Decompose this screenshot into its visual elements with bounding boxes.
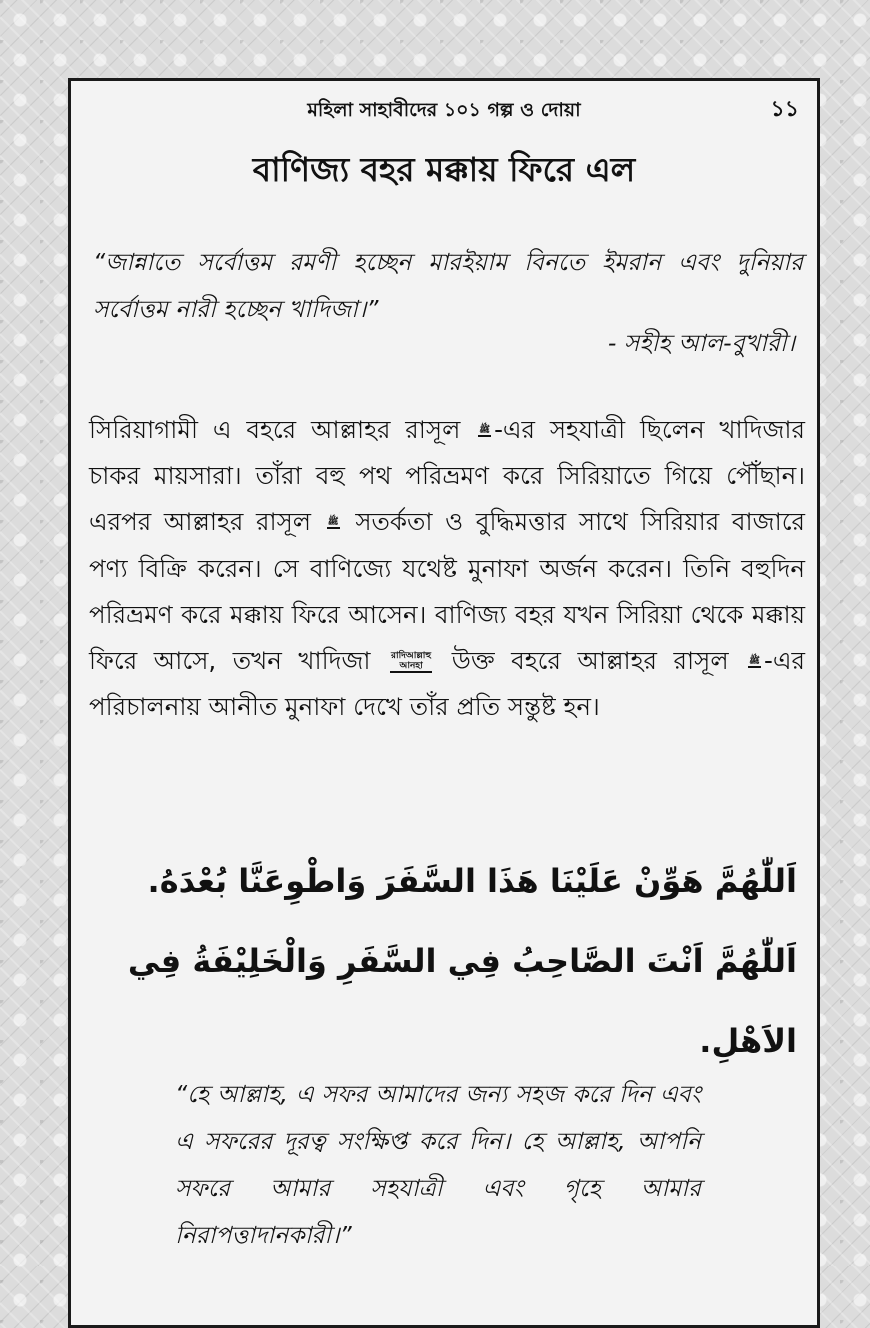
running-title: মহিলা সাহাবীদের ১০১ গল্প ও দোয়া [307,99,581,121]
epigraph-attribution: - সহীহ আল-বুখারী। [607,329,795,357]
body-segment: -এর সহযাত্রী ছিলেন খাদিজার চাকর মায়সারা। তাঁরা বহু পথ পরিভ্রমণ করে সিরিয়াতে গিয়ে পৌঁছান। এরপর আল্লাহর রাসূল [89,415,805,537]
salawat-honorific: ﷺ [749,656,761,667]
salawat-honorific: ﷺ [479,425,491,435]
page-number: ১১ [770,97,799,122]
running-header [71,95,817,125]
body-paragraph [89,407,805,730]
body-segment: -এর পরিচালনায় আনীত মুনাফা দেখে তাঁর প্রতি সন্তুষ্ট হন। [89,646,805,722]
dua-translation: “হে আল্লাহ, এ সফর আমাদের জন্য সহজ করে দিন এবং এ সফরের দূরত্ব সংক্ষিপ্ত করে দিন। হে আল্লাহ, আপনি সফরে আমার সহযাত্রী এবং গৃহে আমার নিরাপত্তাদানকারী।” [175,1080,701,1249]
body-segment: সিরিয়াগামী এ বহরে আল্লাহর রাসূল [89,415,461,444]
book-page [68,78,820,1328]
honorific-top-text: রাদিআল্লাহু [391,651,432,662]
honorific-bottom-text: আনহা [399,661,423,672]
chapter-title: বাণিজ্য বহর মক্কায় ফিরে এল [252,150,636,189]
epigraph-quote: “জান্নাতে সর্বোত্তম রমণী হচ্ছেন মারইয়াম বিনতে ইমরান এবং দুনিয়ার সর্বোত্তম নারী হচ্ছেন খাদিজা।” [93,248,803,323]
radiallahu-anha-honorific [390,651,432,673]
salawat-honorific: ﷺ [327,517,339,528]
body-segment: উক্ত বহরে আল্লাহর রাসূল [451,646,729,676]
dua-arabic: اَللّٰهُمَّ هَوِّنْ عَلَيْنَا هَذَا السَّفَرَ وَاطْوِعَنَّا بُعْدَهُ. اَللّٰهُمَّ اَنْتَ الصَّاحِبُ فِي السَّفَرِ وَالْخَلِيْفَةُ فِي الاَهْلِ. [127,862,797,1060]
body-segment: সতর্কতা ও বুদ্ধিমত্তার সাথে সিরিয়ার বাজারে পণ্য বিক্রি করেন। সে বাণিজ্যে যথেষ্ট মুনাফা অর্জন করেন। তিনি বহুদিন পরিভ্রমণ করে মক্কায় ফিরে আসেন। বাণিজ্য বহর যখন সিরিয়া থেকে মক্কায় ফিরে আসে, তখন খাদিজা [89,507,806,676]
